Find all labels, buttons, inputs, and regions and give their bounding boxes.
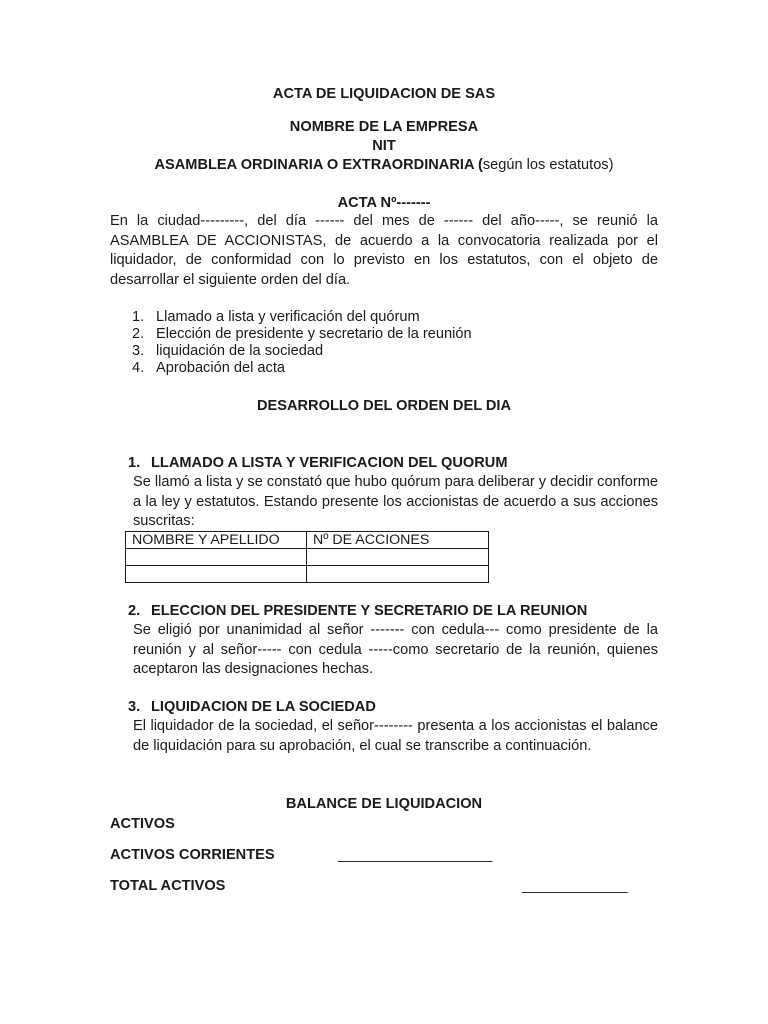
section-3-heading xyxy=(128,698,376,718)
agenda-item-number: 1. xyxy=(132,309,145,325)
agenda-item-text: liquidación de la sociedad xyxy=(156,343,324,359)
agenda-item-text: Elección de presidente y secretario de la reunión xyxy=(156,326,472,342)
activos-corrientes-blank: ___________________ xyxy=(338,847,493,863)
section-number: 2. xyxy=(128,603,141,619)
table-cell xyxy=(307,549,489,566)
company-name: NOMBRE DE LA EMPRESA xyxy=(289,119,479,135)
table-row xyxy=(126,549,489,566)
agenda-item-text: Llamado a lista y verificación del quórum xyxy=(156,309,420,325)
agenda-item xyxy=(132,360,472,377)
agenda-item-number: 4. xyxy=(132,360,145,376)
assembly-type xyxy=(0,156,768,176)
agenda-item xyxy=(132,326,472,343)
agenda-item-number: 2. xyxy=(132,326,145,342)
balance-heading: BALANCE DE LIQUIDACION xyxy=(285,796,483,812)
header-shares: Nº DE ACCIONES xyxy=(307,532,489,549)
agenda-item-number: 3. xyxy=(132,343,145,359)
table-row xyxy=(126,566,489,583)
table-header-row xyxy=(126,532,489,549)
section-title: LLAMADO A LISTA Y VERIFICACION DEL QUORUM xyxy=(151,455,508,471)
section-number: 1. xyxy=(128,455,141,471)
development-heading: DESARROLLO DEL ORDEN DEL DIA xyxy=(256,398,512,414)
nit-label: NIT xyxy=(372,138,396,154)
agenda-item xyxy=(132,309,472,326)
table-cell xyxy=(126,549,307,566)
total-activos-label: TOTAL ACTIVOS xyxy=(110,878,226,894)
acta-number: ACTA Nº------- xyxy=(337,195,431,211)
activos-corrientes-label: ACTIVOS CORRIENTES xyxy=(110,847,275,863)
section-3-text: El liquidador de la sociedad, el señor-------- presenta a los accionistas el balance de liquidación para su aprobación, el cual se transcribe a continuación. xyxy=(133,718,658,754)
assembly-type-note: según los estatutos) xyxy=(482,157,614,173)
agenda-item-text: Aprobación del acta xyxy=(156,360,285,376)
section-1-text: Se llamó a lista y se constató que hubo quórum para deliberar y decidir conforme a la ley y estatutos. Estando presente los accionistas de acuerdo a sus acciones suscritas: xyxy=(133,474,658,529)
section-title: LIQUIDACION DE LA SOCIEDAD xyxy=(151,699,376,715)
section-2-text: Se eligió por unanimidad al señor ------- con cedula--- como presidente de la reunión y al señor----- con cedula -----como secretario de la reunión, quienes aceptaron las designaciones hechas. xyxy=(133,622,658,677)
agenda-item xyxy=(132,343,472,360)
activos-label: ACTIVOS xyxy=(110,816,175,832)
table-cell xyxy=(126,566,307,583)
table-cell xyxy=(307,566,489,583)
intro-paragraph-text: En la ciudad---------, del día ------ del mes de ------ del año-----, se reunió la ASAMBLEA DE ACCIONISTAS, de acuerdo a la convocatoria realizada por el liquidador, de conformidad con lo previsto en los estatutos, con el objeto de desarrollar el siguiente orden del día. xyxy=(110,213,658,288)
section-2-heading xyxy=(128,602,587,622)
section-number: 3. xyxy=(128,699,141,715)
document-title: ACTA DE LIQUIDACION DE SAS xyxy=(272,86,496,102)
agenda-list xyxy=(132,309,472,377)
section-title: ELECCION DEL PRESIDENTE Y SECRETARIO DE LA REUNION xyxy=(151,603,588,619)
total-activos-blank: _____________ xyxy=(522,878,628,894)
section-1-heading xyxy=(128,454,507,474)
intro-paragraph xyxy=(110,212,658,290)
shareholders-table xyxy=(125,531,489,583)
assembly-type-bold: ASAMBLEA ORDINARIA O EXTRAORDINARIA ( xyxy=(154,157,483,173)
header-name: NOMBRE Y APELLIDO xyxy=(126,532,307,549)
